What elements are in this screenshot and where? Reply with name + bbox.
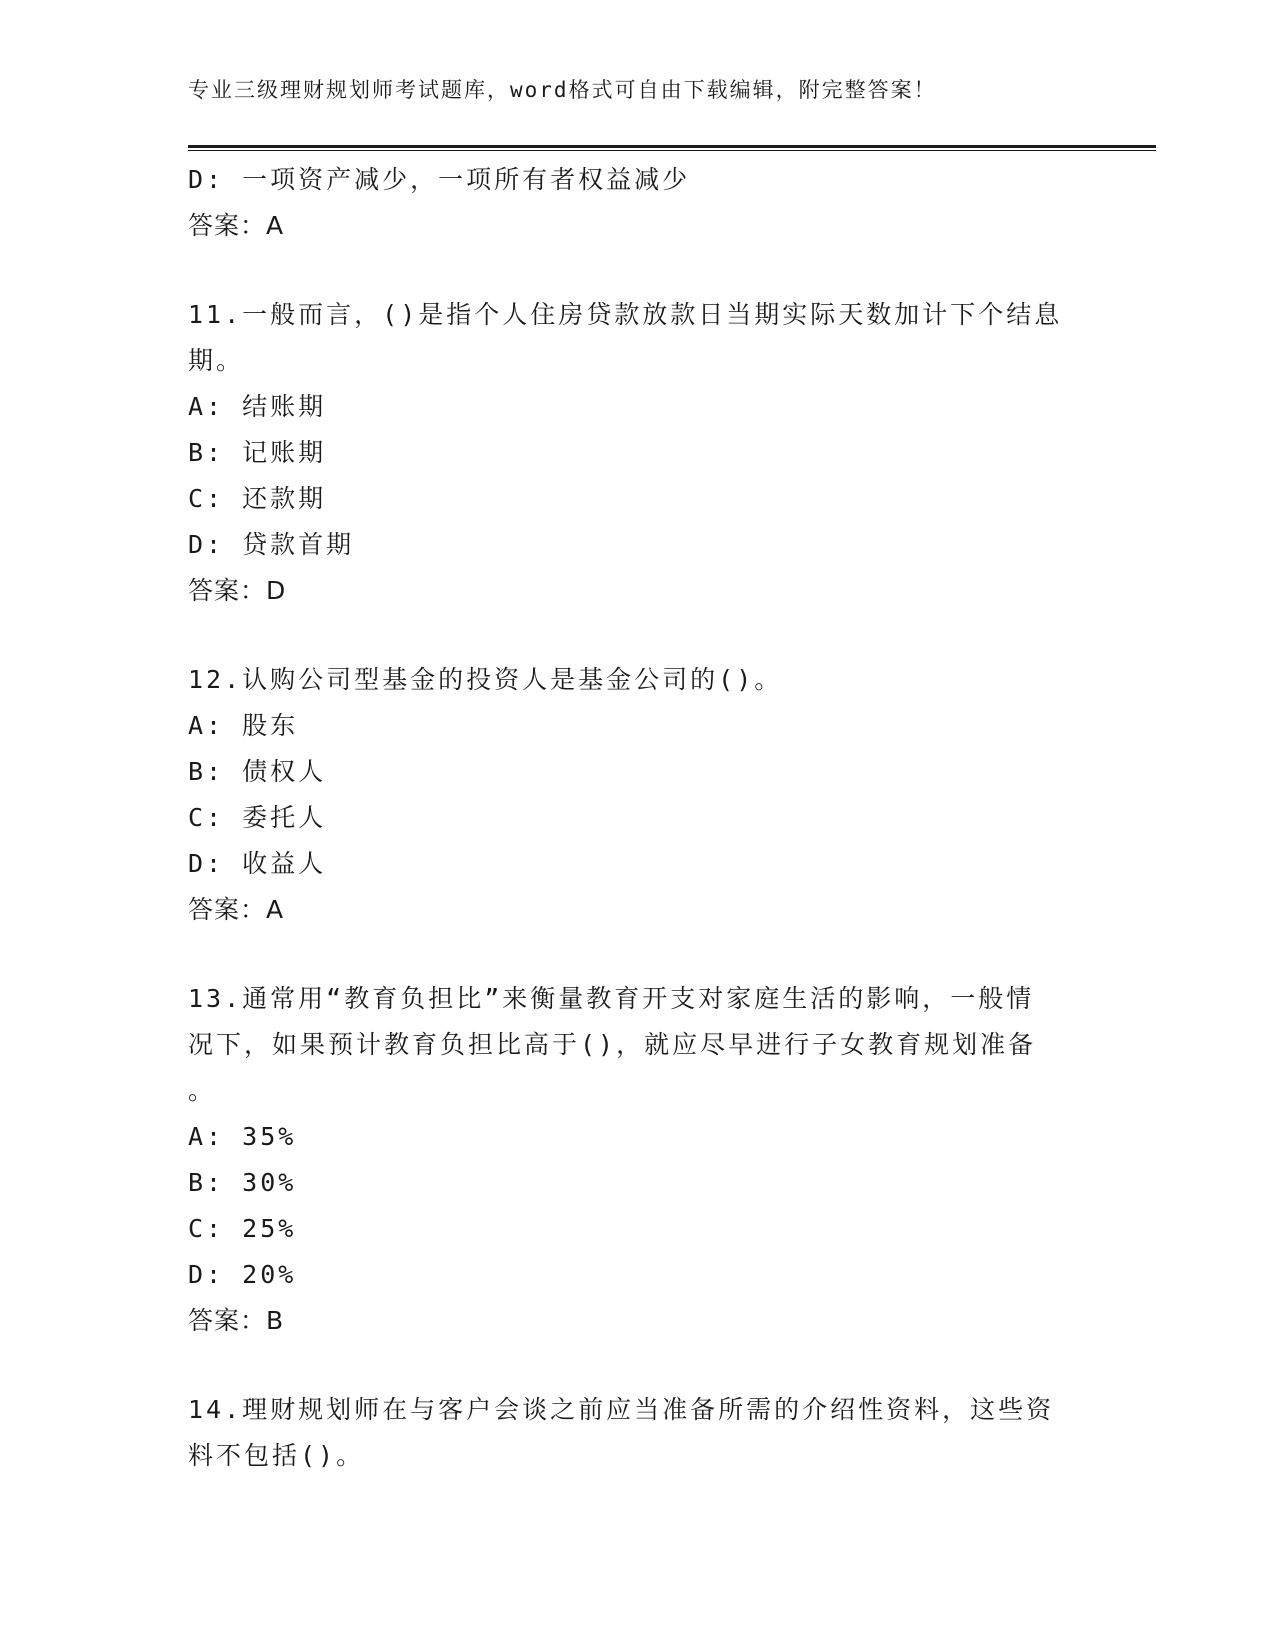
header-divider-thin <box>188 150 1156 151</box>
page-header-title: 专业三级理财规划师考试题库，word格式可自由下载编辑，附完整答案！ <box>188 78 937 102</box>
option-d: D: 贷款首期 <box>188 530 355 559</box>
option-d: D: 20% <box>188 1260 297 1289</box>
option-d: D: 收益人 <box>188 849 327 878</box>
question-stem-continued: 期。 <box>188 346 245 375</box>
previous-question-tail <box>188 157 1068 249</box>
option-c: C: 还款期 <box>188 484 327 513</box>
question-13 <box>188 976 1068 1344</box>
option-b: B: 30% <box>188 1168 297 1197</box>
spacer <box>188 249 1068 292</box>
question-stem-continued: 。 <box>188 1076 217 1105</box>
answer-line: 答案：D <box>188 576 287 605</box>
option-c: C: 25% <box>188 1214 297 1243</box>
question-stem-continued: 料不包括()。 <box>188 1441 365 1470</box>
spacer <box>188 1344 1068 1387</box>
option-b: B: 债权人 <box>188 757 327 786</box>
option-a: A: 35% <box>188 1122 297 1151</box>
question-11 <box>188 292 1068 614</box>
header-divider-thick <box>188 145 1156 148</box>
question-14 <box>188 1387 1068 1479</box>
option-c: C: 委托人 <box>188 803 327 832</box>
spacer <box>188 933 1068 976</box>
answer-line: 答案：B <box>188 1306 285 1335</box>
option-d: D: 一项资产减少，一项所有者权益减少 <box>188 165 691 194</box>
question-stem-continued: 况下，如果预计教育负担比高于()，就应尽早进行子女教育规划准备 <box>188 1030 1037 1059</box>
question-stem: 12.认购公司型基金的投资人是基金公司的()。 <box>188 665 783 694</box>
question-stem: 11.一般而言，()是指个人住房贷款放款日当期实际天数加计下个结息 <box>188 300 1063 329</box>
answer-line: 答案：A <box>188 895 285 924</box>
question-12 <box>188 657 1068 933</box>
option-a: A: 结账期 <box>188 392 327 421</box>
spacer <box>188 614 1068 657</box>
option-a: A: 股东 <box>188 711 299 740</box>
question-list <box>188 157 1068 1479</box>
question-stem: 14.理财规划师在与客户会谈之前应当准备所需的介绍性资料，这些资 <box>188 1395 1055 1424</box>
question-stem: 13.通常用“教育负担比”来衡量教育开支对家庭生活的影响，一般情 <box>188 984 1035 1013</box>
option-b: B: 记账期 <box>188 438 327 467</box>
answer-line: 答案：A <box>188 211 285 240</box>
